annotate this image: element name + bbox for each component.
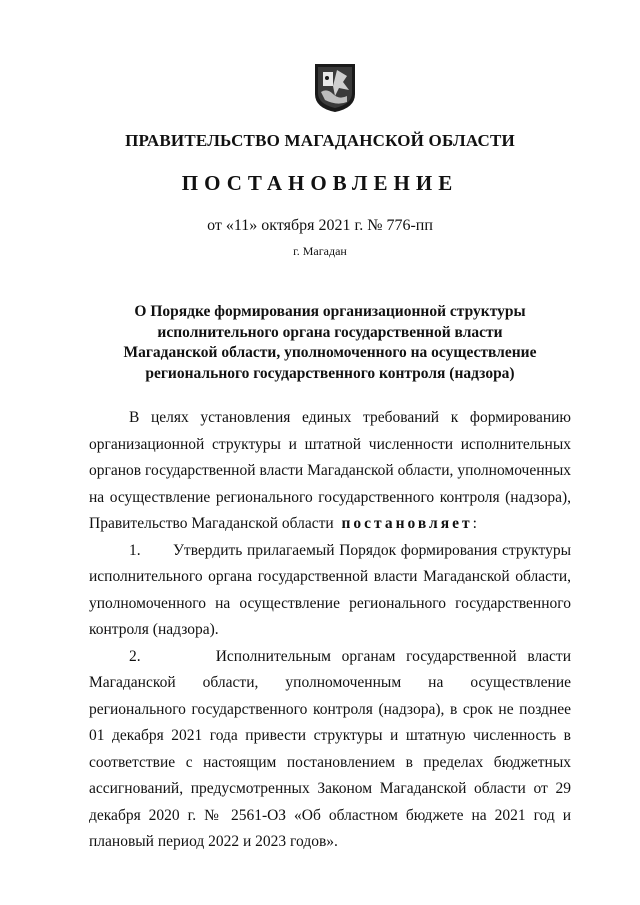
item-number: 2. [129, 647, 141, 665]
date-and-number: от «11» октября 2021 г. № 776-пп [207, 217, 433, 234]
decree-colon: : [472, 515, 477, 532]
item-text: Утвердить прилагаемый Порядок формирования структуры исполнительного органа государственной власти Магаданской области, уполномоченного на осуществление регионального государственного контроля (надзора). [89, 541, 572, 638]
magadan-coat-of-arms-icon [313, 62, 357, 114]
organization-title: ПРАВИТЕЛЬСТВО МАГАДАНСКОЙ ОБЛАСТИ [125, 131, 515, 150]
document-type-heading: ПОСТАНОВЛЕНИЕ [181, 171, 459, 195]
subject-line: регионального государственного контроля (надзора) [145, 364, 515, 382]
document-subject [80, 302, 580, 384]
preamble-text: В целях установления единых требований к формированию организационной структуры и штатной численности исполнительных органов государственной власти Магаданской области, уполномоченных на осуществление регионального государственного контроля (надзора), Правительство Магаданской области [89, 409, 571, 532]
item-text: Исполнительным органам государственной власти Магаданской области, уполномоченным на осуществление регионального государственного контроля (надзора), в срок не позднее 01 декабря 2021 года привести структуры и штатную численность в соответствие с настоящим постановлением в пределах бюджетных ассигнований, предусмотренных Законом Магаданской области от 29 декабря 2020 г. № 2561-ОЗ «Об областном бюджете на 2021 год и плановый период 2022 и 2023 годов». [89, 647, 572, 850]
document-body [89, 405, 571, 856]
city-name: г. Магадан [293, 244, 347, 258]
list-item [89, 644, 571, 856]
list-item [89, 538, 571, 644]
preamble-paragraph [89, 405, 571, 538]
subject-line: О Порядке формирования организационной структуры [134, 303, 526, 320]
item-number: 1. [129, 541, 141, 559]
subject-line: Магаданской области, уполномоченного на осуществление [123, 344, 537, 361]
decree-word: постановляет [341, 515, 473, 532]
subject-line: исполнительного органа государственной власти [157, 323, 503, 341]
